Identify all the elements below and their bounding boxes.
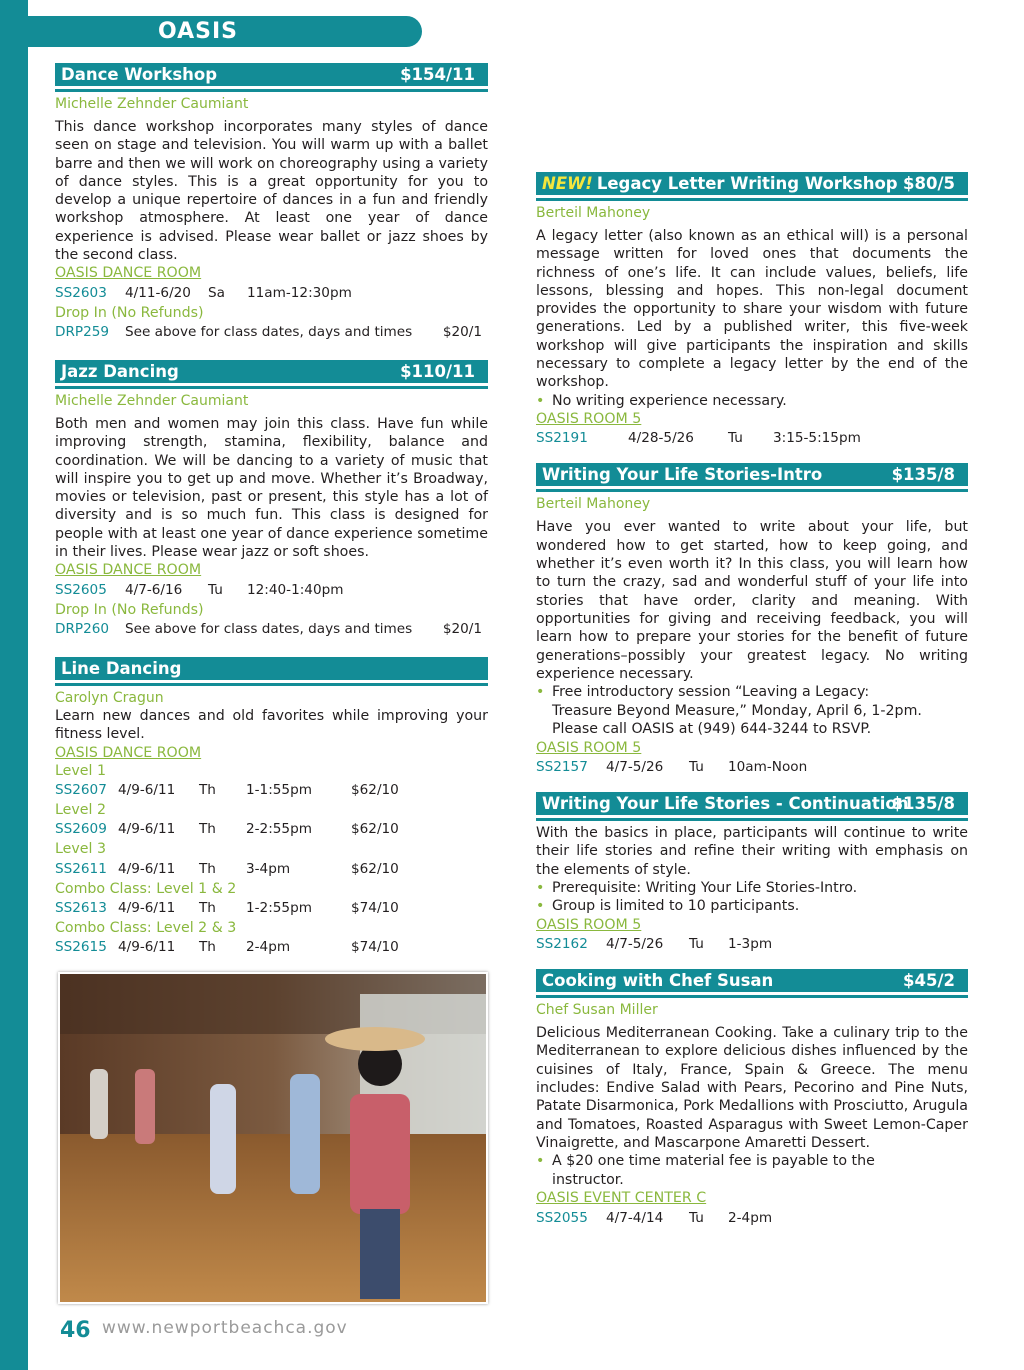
course-description: Learn new dances and old favorites while improving your fitness level. xyxy=(55,707,488,743)
class-day: Th xyxy=(199,782,216,799)
course-title: Cooking with Chef Susan xyxy=(542,971,774,991)
class-row xyxy=(536,428,968,449)
class-code[interactable]: SS2191 xyxy=(536,430,588,447)
class-time: 10am-Noon xyxy=(728,758,808,775)
class-code[interactable]: SS2607 xyxy=(55,782,107,799)
level-label: Combo Class: Level 2 & 3 xyxy=(55,920,237,937)
class-dates: 4/7-5/26 xyxy=(606,758,664,775)
class-code[interactable]: SS2605 xyxy=(55,581,107,598)
class-price: $74/10 xyxy=(351,939,399,956)
course-price: $135/8 xyxy=(891,465,955,485)
bullet-text: No writing experience necessary. xyxy=(552,392,787,409)
drop-in-label: Drop In (No Refunds) xyxy=(55,304,204,321)
course-description: Have you ever wanted to write about your life, but wondered how to get started, how to keep going, and whether it’s even worth it? In this class, you will learn how to turn the crazy, sad and wonderful stuff of your life into stories that have order, clarity and meaning. With opportunities for giving and receiving feedback, you will learn how to prepare your stories for the benefit of future generations–possibly your greatest legacy. No writing experience necessary. xyxy=(536,519,968,682)
bullet-icon: • xyxy=(536,1153,545,1170)
class-time: 11am-12:30pm xyxy=(247,284,352,301)
class-dates: 4/9-6/11 xyxy=(118,939,176,956)
class-code[interactable]: SS2162 xyxy=(536,936,588,953)
class-dates: 4/11-6/20 xyxy=(125,284,191,301)
class-code[interactable]: SS2611 xyxy=(55,860,107,877)
drop-in-text: See above for class dates, days and times xyxy=(125,620,413,637)
legacy-letter-header xyxy=(536,172,968,198)
course-title: Writing Your Life Stories - Continuation xyxy=(542,793,909,813)
class-time: 12:40-1:40pm xyxy=(247,581,344,598)
class-day: Tu xyxy=(689,1209,704,1226)
class-row xyxy=(55,898,488,919)
bullet-icon: • xyxy=(536,879,545,896)
class-dates: 4/9-6/11 xyxy=(118,782,176,799)
class-code[interactable]: SS2055 xyxy=(536,1209,588,1226)
drop-in-code[interactable]: DRP260 xyxy=(55,620,110,637)
instructor: Chef Susan Miller xyxy=(536,1002,658,1019)
drop-in-row xyxy=(55,619,488,640)
class-day: Tu xyxy=(208,581,223,598)
course-description: Delicious Mediterranean Cooking. Take a culinary trip to the Mediterranean to explore delicious dishes influenced by the cuisines of Italy, France, Spain & Greece. The menu includes: Endive Salad with Pears, Pecorino and Pine Nuts, Patate Disarmonica, Pork Medallions with Prosciutto, Arugula and Tomatoes, Roasted Asparagus with Sweet Lemon-Caper Vinaigrette, and Mascarpone Amaretti Dessert. xyxy=(536,1025,968,1151)
course-title-wrap xyxy=(542,174,898,193)
jazz-dancing-header xyxy=(55,360,488,386)
class-price: $62/10 xyxy=(351,860,399,877)
class-time: 3-4pm xyxy=(246,860,291,877)
class-code[interactable]: SS2603 xyxy=(55,284,107,301)
instructor: Michelle Zehnder Caumiant xyxy=(55,392,249,409)
course-description: Both men and women may join this class. Have fun while improving strength, stamina, flexibility, balance and coordination. We will be dancing to a variety of music that will inspire you to get up and move. Whether it’s Broadway, movies or television, past or present, this style has a lot of diversity and is so much fun. This class is designed for people with at least one year of dance experience sometime in their lives. Please wear jazz or soft shoes. xyxy=(55,415,488,561)
class-row xyxy=(55,859,488,880)
bullet-item xyxy=(536,392,968,411)
class-time: 2-2:55pm xyxy=(246,821,312,838)
class-row xyxy=(55,937,488,958)
class-dates: 4/9-6/11 xyxy=(118,821,176,838)
class-day: Tu xyxy=(689,936,704,953)
dance-workshop-header xyxy=(55,63,488,89)
room-link[interactable]: OASIS ROOM 5 xyxy=(536,739,642,756)
drop-in-row xyxy=(55,322,488,343)
section-title: OASIS xyxy=(158,19,239,44)
class-time: 1-2:55pm xyxy=(246,900,312,917)
class-code[interactable]: SS2609 xyxy=(55,821,107,838)
class-code[interactable]: SS2615 xyxy=(55,939,107,956)
room-link[interactable]: OASIS ROOM 5 xyxy=(536,411,642,428)
class-dates: 4/7-4/14 xyxy=(606,1209,664,1226)
bullet-icon: • xyxy=(536,684,545,701)
bullet-item xyxy=(536,897,968,916)
class-time: 2-4pm xyxy=(728,1209,773,1226)
level-label: Combo Class: Level 1 & 2 xyxy=(55,880,237,897)
class-row xyxy=(536,1208,968,1229)
class-dates: 4/9-6/11 xyxy=(118,860,176,877)
bullet-item xyxy=(536,879,968,898)
course-title: Legacy Letter Writing Workshop xyxy=(596,174,898,193)
bullet-icon: • xyxy=(536,898,545,915)
class-time: 2-4pm xyxy=(246,939,291,956)
class-day: Th xyxy=(199,860,216,877)
bullet-text: Prerequisite: Writing Your Life Stories-Intro. xyxy=(552,879,858,896)
course-price: $45/2 xyxy=(903,971,955,991)
drop-in-price: $20/1 xyxy=(442,620,482,637)
class-dates: 4/28-5/26 xyxy=(628,430,694,447)
level-label: Level 1 xyxy=(55,762,106,779)
level-label: Level 2 xyxy=(55,802,106,819)
line-dancing-header xyxy=(55,657,488,683)
class-day: Th xyxy=(199,900,216,917)
class-price: $74/10 xyxy=(351,900,399,917)
course-price: $80/5 xyxy=(903,174,955,193)
class-dates: 4/9-6/11 xyxy=(118,900,176,917)
room-link[interactable]: OASIS DANCE ROOM xyxy=(55,744,202,761)
class-price: $62/10 xyxy=(351,782,399,799)
class-row xyxy=(55,580,488,601)
section-tab xyxy=(28,16,422,47)
drop-in-code[interactable]: DRP259 xyxy=(55,323,110,340)
course-title: Writing Your Life Stories-Intro xyxy=(542,465,823,485)
instructor: Carolyn Cragun xyxy=(55,689,164,706)
class-time: 1-3pm xyxy=(728,936,773,953)
cooking-header xyxy=(536,969,968,995)
class-row xyxy=(536,934,968,955)
room-link[interactable]: OASIS EVENT CENTER C xyxy=(536,1190,707,1207)
website-url[interactable]: www.newportbeachca.gov xyxy=(102,1318,348,1338)
course-description: With the basics in place, participants will continue to write their life stories and refine their writing with emphasis on the elements of style. xyxy=(536,824,968,878)
bullet-text: Free introductory session “Leaving a Legacy: Treasure Beyond Measure,” Monday, April 6, 1-2pm. Please call OASIS at (949) 644-3244 to RSVP. xyxy=(552,684,922,738)
drop-in-price: $20/1 xyxy=(442,323,482,340)
class-row xyxy=(55,283,488,304)
class-code[interactable]: SS2157 xyxy=(536,758,588,775)
course-description: This dance workshop incorporates many styles of dance seen on stage and television. You will warm up with a ballet barre and then we will work on choreography using a variety of dance styles. This is a great opportunity for you to develop a unique repertoire of dances in a fun and friendly workshop atmosphere. At least one year of dance experience is advised. Please wear ballet or jazz shoes by the second class. xyxy=(55,119,488,264)
bullet-item xyxy=(536,1152,968,1189)
new-badge: NEW! xyxy=(542,174,593,193)
class-time: 1-1:55pm xyxy=(246,782,312,799)
bullet-text: Group is limited to 10 participants. xyxy=(552,898,800,915)
class-dates: 4/7-6/16 xyxy=(125,581,183,598)
course-title: Dance Workshop xyxy=(61,65,218,84)
bullet-icon: • xyxy=(536,392,545,409)
drop-in-label: Drop In (No Refunds) xyxy=(55,601,204,618)
course-price: $154/11 xyxy=(400,65,475,84)
class-day: Sa xyxy=(208,284,225,301)
course-title: Jazz Dancing xyxy=(61,361,179,381)
class-time: 3:15-5:15pm xyxy=(773,430,861,447)
level-label: Level 3 xyxy=(55,841,106,858)
instructor: Michelle Zehnder Caumiant xyxy=(55,96,249,112)
class-row xyxy=(55,819,488,840)
life-stories-intro-header xyxy=(536,463,968,489)
course-description: A legacy letter (also known as an ethical will) is a personal message written for loved ones that documents the richness of one’s life. It can include values, beliefs, life lessons, blessing and hopes. This non-legal document provides the opportunity to share your wisdom with future generations. Led by a published writer, this five-week workshop will give participants the inspiration and skills necessary to complete a legacy letter by the end of the workshop. xyxy=(536,228,968,391)
class-code[interactable]: SS2613 xyxy=(55,900,107,917)
instructor: Berteil Mahoney xyxy=(536,205,651,221)
class-day: Tu xyxy=(728,430,743,447)
instructor: Berteil Mahoney xyxy=(536,496,651,513)
left-column xyxy=(55,63,488,958)
drop-in-text: See above for class dates, days and times xyxy=(125,323,413,340)
right-column xyxy=(536,172,968,1229)
line-levels xyxy=(55,762,488,958)
course-price: $135/8 xyxy=(891,793,955,813)
line-dancing-photo xyxy=(58,972,488,1304)
room-link[interactable]: OASIS ROOM 5 xyxy=(536,916,642,933)
bullet-item xyxy=(536,683,968,739)
room-link[interactable]: OASIS DANCE ROOM xyxy=(55,265,202,282)
page-spine xyxy=(0,0,28,1370)
room-link[interactable]: OASIS DANCE ROOM xyxy=(55,562,202,579)
page-number: 46 xyxy=(60,1318,91,1343)
course-title: Line Dancing xyxy=(61,658,182,678)
class-row xyxy=(536,757,968,778)
life-stories-continuation-header xyxy=(536,792,968,818)
class-day: Tu xyxy=(689,758,704,775)
class-dates: 4/7-5/26 xyxy=(606,936,664,953)
class-price: $62/10 xyxy=(351,821,399,838)
class-day: Th xyxy=(199,821,216,838)
class-row xyxy=(55,780,488,801)
bullet-text: A $20 one time material fee is payable to the instructor. xyxy=(552,1153,875,1188)
course-price: $110/11 xyxy=(400,361,475,381)
class-day: Th xyxy=(199,939,216,956)
